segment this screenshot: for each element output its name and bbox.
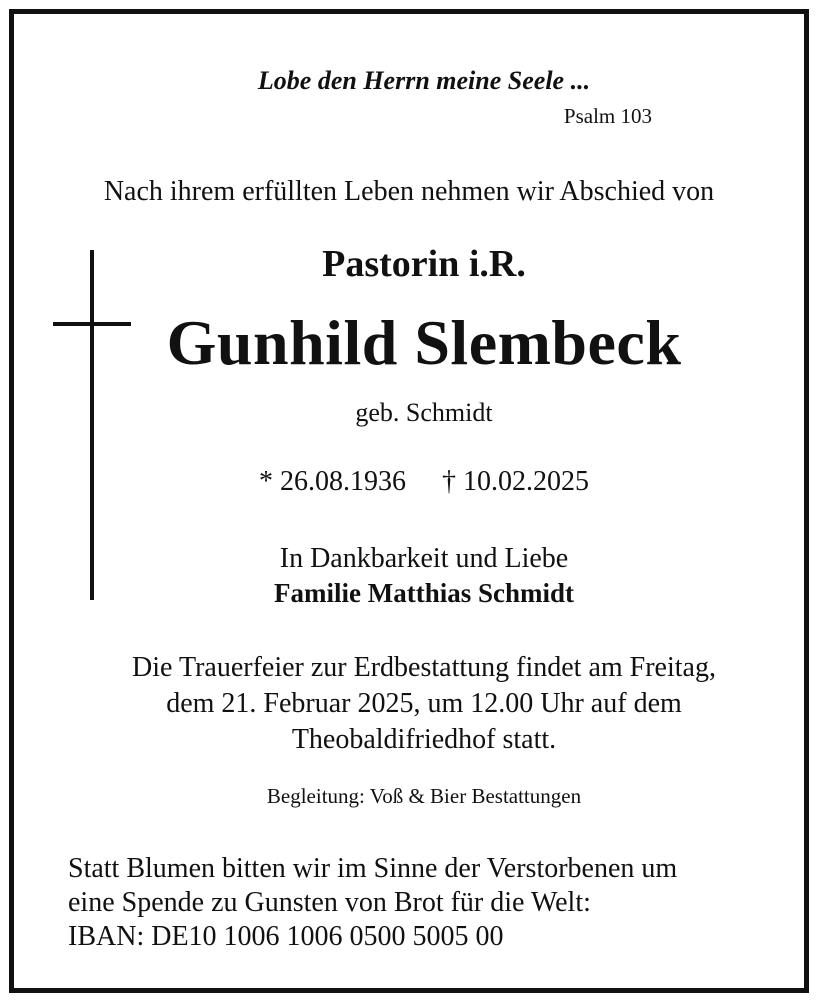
intro-text: Nach ihrem erfüllten Leben nehmen wir Abschied von: [103, 176, 715, 207]
iban-line: IBAN: DE10 1006 1006 0500 5005 00: [68, 921, 504, 952]
undertaker-credit: Begleitung: Voß & Bier Bestattungen: [266, 784, 582, 808]
life-dates: [114, 466, 734, 498]
funeral-line: dem 21. Februar 2025, um 12.00 Uhr auf dem: [166, 688, 682, 719]
thanks-line: In Dankbarkeit und Liebe: [279, 543, 569, 574]
donation-request: [68, 852, 677, 954]
funeral-line: Die Trauerfeier zur Erdbestattung findet am Freitag,: [132, 652, 716, 683]
obituary-frame: [9, 9, 809, 993]
family-signature: Familie Matthias Schmidt: [274, 578, 574, 608]
birth-date: * 26.08.1936: [259, 466, 406, 497]
donation-line: Statt Blumen bitten wir im Sinne der Verstorbenen um: [68, 853, 678, 884]
deceased-name: Gunhild Slembeck: [166, 307, 682, 378]
psalm-reference: Psalm 103: [563, 104, 652, 128]
funeral-notice: [54, 650, 794, 758]
funeral-line: Theobaldifriedhof statt.: [291, 724, 557, 755]
cross-icon: [90, 250, 94, 600]
maiden-name: geb. Schmidt: [355, 398, 493, 427]
donation-line: eine Spende zu Gunsten von Brot für die Welt:: [68, 887, 591, 918]
deceased-title: Pastorin i.R.: [322, 243, 526, 285]
motto-verse: Lobe den Herrn meine Seele ...: [257, 66, 591, 95]
death-date: † 10.02.2025: [442, 466, 589, 497]
